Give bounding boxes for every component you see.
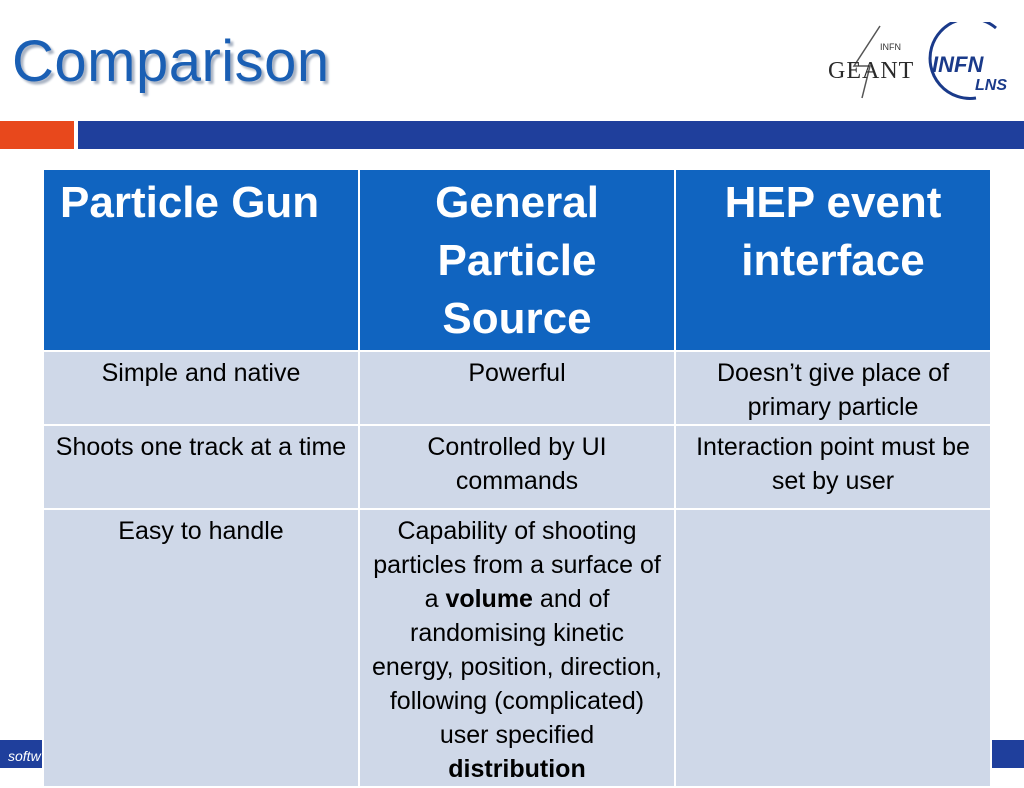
table-row [43, 425, 991, 509]
cell-text-part: Capability of shooting particles from a surface of a [373, 517, 661, 613]
table-cell: Shoots one track at a time [43, 425, 359, 509]
header-hep-event-interface: HEP event interface [675, 169, 991, 351]
table-header-row [43, 169, 991, 351]
table-cell: Simple and native [43, 351, 359, 425]
cell-text-part: and of randomising kinetic energy, position, direction, following (complicated) user specified [372, 585, 662, 749]
table-cell [675, 509, 991, 787]
accent-bar-blue [78, 121, 1024, 149]
table-cell: Controlled by UI commands [359, 425, 675, 509]
table-cell: Doesn’t give place of primary particle [675, 351, 991, 425]
logo-group [820, 22, 1020, 102]
table-cell: Easy to handle [43, 509, 359, 787]
header-particle-gun: Particle Gun [43, 169, 359, 351]
table-cell-rich [359, 509, 675, 787]
table-cell: Interaction point must be set by user [675, 425, 991, 509]
table-row [43, 509, 991, 787]
accent-bar-orange [0, 121, 74, 149]
header-general-particle-source: General Particle Source [359, 169, 675, 351]
lns-logo-text: LNS [975, 77, 1007, 94]
infn-small-label: INFN [880, 42, 901, 52]
infn-logo-text: INFN [932, 52, 984, 77]
comparison-table [42, 168, 992, 788]
table-cell: Powerful [359, 351, 675, 425]
table-row [43, 351, 991, 425]
cell-text-bold: distribution [448, 755, 586, 783]
cell-text-bold: volume [445, 585, 533, 613]
footer-text: softw [8, 748, 41, 764]
geant-logo-text: GEANT [828, 58, 915, 84]
page-title: Comparison [12, 29, 330, 94]
